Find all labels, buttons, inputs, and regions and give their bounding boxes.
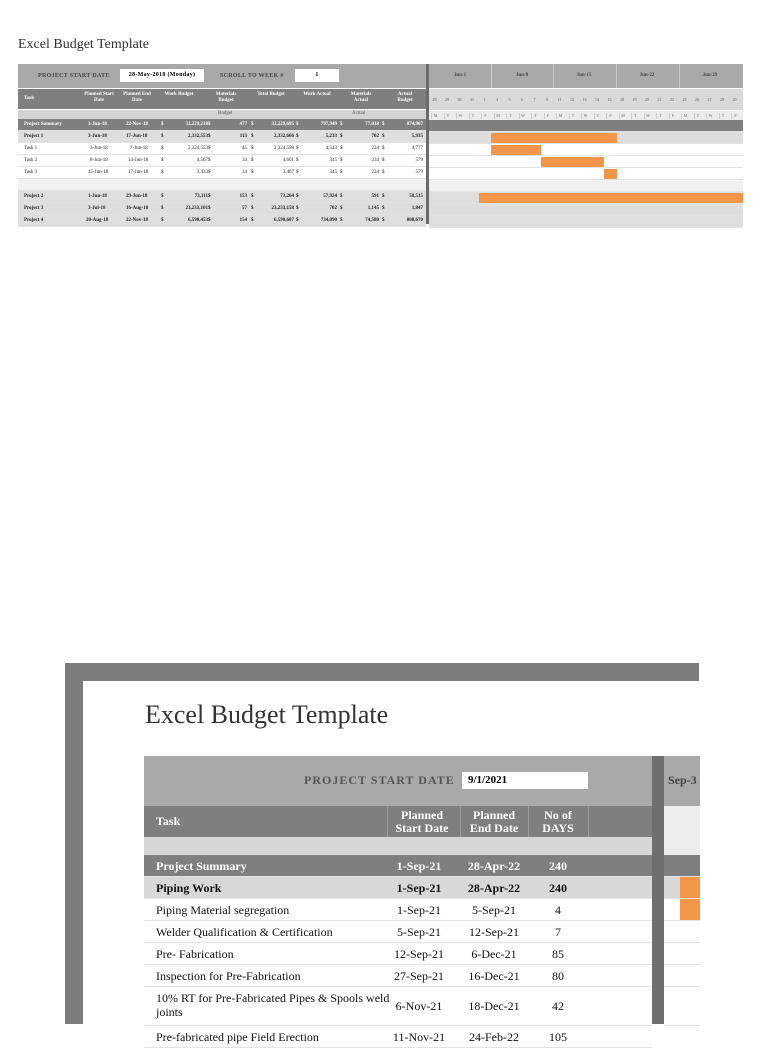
- week-label: Sep-3: [668, 773, 697, 787]
- project-start-input[interactable]: 9/1/2021: [462, 772, 588, 789]
- table-row: [144, 965, 652, 987]
- currency-symbol: $: [340, 206, 343, 211]
- table-row: [18, 143, 426, 155]
- day-of-week: W: [519, 113, 527, 119]
- materials-actual: 1,145: [367, 206, 379, 211]
- gantt-chart: [429, 64, 743, 228]
- actual-budget: 58,515: [409, 194, 423, 199]
- materials-budget: 154: [239, 218, 247, 223]
- day-of-week: T: [694, 113, 702, 119]
- day-of-week: W: [581, 113, 589, 119]
- week-label: Jun-1: [453, 73, 467, 78]
- day-of-week: M: [556, 113, 564, 119]
- day-of-week: F: [669, 113, 677, 119]
- planned-start: 11-Nov-21: [392, 1030, 446, 1044]
- task-name: 10% RT for Pre-Fabricated Pipes & Spools weld joints: [156, 991, 390, 1019]
- table-row: [18, 191, 426, 203]
- day-of-week: T: [594, 113, 602, 119]
- currency-symbol: $: [161, 158, 164, 163]
- project-start-label: PROJECT START DATE: [304, 773, 455, 787]
- table-row: [18, 131, 426, 143]
- gantt-row: [429, 144, 743, 156]
- currency-symbol: $: [251, 170, 254, 175]
- planned-start: 8-Jun-18: [90, 158, 108, 163]
- currency-symbol: $: [296, 122, 299, 127]
- materials-actual: 77,018: [365, 122, 379, 127]
- currency-symbol: $: [296, 170, 299, 175]
- header-planned-start: Planned Start Date: [84, 92, 114, 103]
- work-actual: 5,233: [325, 134, 337, 139]
- day-of-week: W: [706, 113, 714, 119]
- header-materials-budget: Materials Budget: [215, 92, 237, 103]
- day-number: 31: [470, 97, 474, 102]
- actual-budget: 808,670: [406, 218, 423, 223]
- planned-end: 17-Jun-18: [128, 170, 149, 175]
- materials-budget: 34: [242, 158, 247, 163]
- subheader-budget: Budget: [218, 111, 233, 116]
- planned-end: 22-Nov-18: [126, 122, 148, 127]
- planned-start: 1-Sep-21: [396, 881, 442, 895]
- currency-symbol: $: [208, 122, 211, 127]
- currency-symbol: $: [296, 146, 299, 151]
- task-name: Piping Material segregation: [156, 903, 290, 917]
- no-of-days: 42: [552, 999, 564, 1013]
- planned-start: 1-Jun-18: [88, 122, 107, 127]
- day-number: 15: [607, 97, 612, 102]
- gantt-bar: [491, 145, 541, 155]
- work-actual: 4,543: [325, 146, 337, 151]
- task-name: Pre-fabricated pipe Field Erection: [156, 1030, 319, 1044]
- day-number: 25: [682, 97, 687, 102]
- total-budget: 2,324,598: [274, 146, 294, 151]
- task-name: Inspection for Pre-Fabrication: [156, 969, 301, 983]
- currency-symbol: $: [296, 134, 299, 139]
- currency-symbol: $: [161, 194, 164, 199]
- gantt-row: [429, 204, 743, 216]
- table-row: [144, 899, 652, 921]
- table-row: [144, 855, 652, 877]
- day-number: 26: [695, 97, 699, 102]
- header-no-of-days: No of DAYS: [542, 808, 574, 835]
- gantt-day-of-week: [429, 111, 743, 120]
- day-number: 18: [620, 97, 624, 102]
- day-of-week: F: [544, 113, 552, 119]
- materials-actual: 234: [371, 170, 379, 175]
- materials-actual: 702: [371, 134, 379, 139]
- total-budget: 3,467: [282, 170, 294, 175]
- table-row: [18, 167, 426, 179]
- task-name: Project 4: [24, 218, 44, 223]
- planned-end: 16-Dec-21: [468, 969, 520, 983]
- day-number: 28: [720, 97, 724, 102]
- day-number: 21: [657, 97, 662, 102]
- currency-symbol: $: [340, 194, 343, 199]
- day-of-week: M: [494, 113, 502, 119]
- work-budget: 23,233,101: [185, 206, 208, 211]
- header-task: Task: [156, 814, 181, 828]
- total-budget: 73,264: [280, 194, 294, 199]
- column-headers: [144, 806, 652, 837]
- week-label: Jun-15: [576, 73, 592, 78]
- planned-start: 3-Jun-18: [90, 146, 108, 151]
- task-name: Project Summary: [156, 859, 247, 873]
- frame-left: [65, 663, 83, 1024]
- total-budget: 23,233,158: [271, 206, 294, 211]
- header-work-budget: Work Budget: [164, 92, 194, 97]
- table-row: [144, 987, 652, 1026]
- planned-end: 28-Apr-22: [467, 859, 521, 873]
- planned-start: 15-Jun-18: [88, 170, 109, 175]
- currency-symbol: $: [251, 158, 254, 163]
- materials-budget: 34: [242, 170, 247, 175]
- total-budget: 6,590,607: [274, 218, 294, 223]
- planned-start: 5-Sep-21: [397, 925, 441, 939]
- currency-symbol: $: [251, 194, 254, 199]
- currency-symbol: $: [208, 206, 211, 211]
- day-number: 14: [595, 97, 599, 102]
- day-number: 20: [645, 97, 649, 102]
- planned-end: 7-Jun-18: [130, 146, 148, 151]
- no-of-days: 85: [552, 947, 564, 961]
- gantt-row: [664, 877, 700, 899]
- materials-actual: 74,580: [365, 218, 379, 223]
- task-name: Project 2: [24, 194, 44, 199]
- currency-symbol: $: [161, 170, 164, 175]
- day-of-week: M: [681, 113, 689, 119]
- week-label: Jun-22: [639, 73, 655, 78]
- week-label: Jun-8: [515, 73, 529, 78]
- materials-budget: 477: [239, 122, 247, 127]
- day-number: 8: [546, 97, 548, 102]
- table-row: [144, 1026, 652, 1048]
- work-budget: 6,590,453: [188, 218, 208, 223]
- no-of-days: 7: [555, 925, 561, 939]
- work-actual: 702: [329, 206, 337, 211]
- gantt-bar: [491, 133, 617, 143]
- currency-symbol: $: [161, 134, 164, 139]
- actual-budget: 874,967: [406, 122, 423, 127]
- currency-symbol: $: [161, 218, 164, 223]
- planned-start: 1-Jun-18: [88, 194, 107, 199]
- day-number: 30: [457, 97, 462, 102]
- materials-budget: 45: [242, 146, 247, 151]
- day-number: 4: [496, 97, 498, 102]
- project-start-label: PROJECT START DATE: [38, 73, 110, 79]
- work-budget: 73,111: [194, 194, 208, 199]
- work-actual: 797,949: [320, 122, 337, 127]
- day-number: 29: [732, 97, 737, 102]
- gantt-row: [664, 987, 700, 1026]
- task-name: Task 1: [24, 146, 38, 151]
- planned-start: 20-Aug-18: [86, 218, 109, 223]
- table-row: [144, 943, 652, 965]
- column-headers: [18, 89, 426, 109]
- day-of-week: T: [569, 113, 577, 119]
- gantt-row: [429, 192, 743, 204]
- currency-symbol: $: [382, 134, 385, 139]
- planned-start: 1-Sep-21: [396, 859, 442, 873]
- task-name: Piping Work: [156, 881, 222, 895]
- day-number: 28: [432, 97, 437, 102]
- subheader-actual: Actual: [352, 111, 366, 116]
- currency-symbol: $: [208, 170, 211, 175]
- gantt-row: [429, 120, 743, 132]
- materials-actual: 234: [371, 158, 379, 163]
- work-actual: 345: [329, 170, 337, 175]
- gantt-bar: [479, 193, 743, 203]
- currency-symbol: $: [382, 206, 385, 211]
- actual-budget: 4,777: [411, 146, 423, 151]
- task-name: Project 3: [24, 206, 44, 211]
- header-planned-end: Planned End Date: [469, 808, 519, 835]
- planned-end: 6-Dec-21: [471, 947, 517, 961]
- table-row: [18, 119, 426, 131]
- day-number: 13: [582, 97, 587, 102]
- no-of-days: 105: [549, 1030, 567, 1044]
- total-budget: 4,601: [282, 158, 294, 163]
- materials-actual: 591: [371, 194, 379, 199]
- currency-symbol: $: [208, 218, 211, 223]
- page-title: Excel Budget Template: [18, 37, 149, 52]
- task-table-large: [144, 756, 652, 1048]
- project-start-input[interactable]: 28-May-2018 (Monday): [120, 69, 204, 82]
- gantt-bar: [541, 157, 604, 167]
- divider: [652, 756, 664, 1024]
- table-row: [18, 203, 426, 215]
- currency-symbol: $: [340, 218, 343, 223]
- day-of-week: T: [531, 113, 539, 119]
- day-of-week: M: [619, 113, 627, 119]
- day-number: 12: [570, 97, 574, 102]
- week-label: Jun-29: [702, 73, 718, 78]
- no-of-days: 240: [549, 859, 567, 873]
- planned-start: 27-Sep-21: [394, 969, 444, 983]
- planned-end: 29-Jun-18: [126, 194, 148, 199]
- currency-symbol: $: [161, 122, 164, 127]
- currency-symbol: $: [251, 134, 254, 139]
- no-of-days: 240: [549, 881, 567, 895]
- gantt-row: [429, 132, 743, 144]
- day-of-week: W: [456, 113, 464, 119]
- planned-end: 17-Jun-18: [126, 134, 148, 139]
- actual-budget: 1,847: [411, 206, 423, 211]
- gantt-row: [664, 921, 700, 943]
- currency-symbol: $: [340, 170, 343, 175]
- task-name: Project 1: [24, 134, 44, 139]
- spacer-row: [18, 179, 426, 191]
- gantt-bar: [604, 169, 617, 179]
- currency-symbol: $: [340, 122, 343, 127]
- no-of-days: 80: [552, 969, 564, 983]
- column-subheaders: [18, 110, 426, 119]
- project-start-bar: [18, 64, 426, 88]
- gantt-week-header: [429, 64, 743, 88]
- planned-start: 6-Nov-21: [395, 999, 443, 1013]
- day-of-week: F: [731, 113, 739, 119]
- planned-start: 12-Sep-21: [394, 947, 444, 961]
- currency-symbol: $: [382, 218, 385, 223]
- gantt-day-numbers: [429, 89, 743, 110]
- gantt-row: [664, 943, 700, 965]
- planned-start: 1-Sep-21: [397, 903, 441, 917]
- header-work-actual: Work Actual: [303, 92, 331, 97]
- currency-symbol: $: [296, 206, 299, 211]
- currency-symbol: $: [382, 158, 385, 163]
- table-row: [18, 215, 426, 227]
- day-number: 7: [533, 97, 536, 102]
- planned-end: 24-Feb-22: [469, 1030, 519, 1044]
- planned-end: 5-Sep-21: [472, 903, 516, 917]
- gantt-row: [429, 216, 743, 228]
- actual-budget: 5,935: [411, 134, 423, 139]
- work-budget: 3,433: [196, 170, 208, 175]
- gantt-chart-large: [664, 756, 700, 1024]
- currency-symbol: $: [251, 218, 254, 223]
- day-of-week: F: [606, 113, 614, 119]
- currency-symbol: $: [296, 158, 299, 163]
- day-number: 1: [483, 97, 486, 102]
- budget-sheet-small: [18, 64, 743, 224]
- day-number: 6: [521, 97, 523, 102]
- work-actual: 57,924: [323, 194, 337, 199]
- work-actual: 734,090: [320, 218, 337, 223]
- table-row: [18, 155, 426, 167]
- day-of-week: T: [656, 113, 664, 119]
- work-budget: 32,229,218: [185, 122, 208, 127]
- gantt-bar: [680, 877, 700, 898]
- gantt-row: [429, 180, 743, 192]
- gantt-row: [429, 168, 743, 180]
- currency-symbol: $: [296, 194, 299, 199]
- task-name: Project Summary: [24, 122, 62, 127]
- planned-end: 16-Aug-18: [126, 206, 149, 211]
- total-budget: 32,229,695: [271, 122, 294, 127]
- day-number: 5: [508, 97, 511, 102]
- currency-symbol: $: [208, 158, 211, 163]
- currency-symbol: $: [340, 158, 343, 163]
- currency-symbol: $: [340, 146, 343, 151]
- planned-end: 22-Nov-18: [126, 218, 148, 223]
- planned-end: 12-Sep-21: [469, 925, 519, 939]
- table-row: [144, 921, 652, 943]
- no-of-days: 4: [555, 903, 561, 917]
- header-actual-budget: Actual Budget: [397, 92, 413, 103]
- page-title-large: Excel Budget Template: [145, 700, 389, 729]
- day-of-week: T: [631, 113, 639, 119]
- materials-budget: 57: [242, 206, 247, 211]
- scroll-week-label: SCROLL TO WEEK #: [220, 73, 284, 79]
- header-materials-actual: Materials Actual: [350, 92, 372, 103]
- work-budget: 2,332,553: [188, 134, 208, 139]
- scroll-week-input[interactable]: 1: [295, 69, 339, 82]
- materials-budget: 113: [239, 134, 247, 139]
- actual-budget: 579: [415, 170, 423, 175]
- day-of-week: F: [481, 113, 489, 119]
- day-of-week: T: [444, 113, 452, 119]
- planned-end: 14-Jun-18: [128, 158, 149, 163]
- table-row: [144, 877, 652, 899]
- header-total-budget: Total Budget: [257, 92, 285, 97]
- currency-symbol: $: [382, 170, 385, 175]
- planned-start: 3-Jun-18: [88, 134, 107, 139]
- gantt-row: [664, 855, 700, 877]
- currency-symbol: $: [382, 146, 385, 151]
- day-number: 29: [445, 97, 449, 102]
- spacer-row: [144, 837, 652, 855]
- gantt-bar: [680, 899, 700, 920]
- gantt-row: [429, 156, 743, 168]
- currency-symbol: $: [251, 122, 254, 127]
- day-of-week: M: [431, 113, 439, 119]
- currency-symbol: $: [251, 146, 254, 151]
- task-name: Pre- Fabrication: [156, 947, 234, 961]
- frame-top: [65, 663, 699, 681]
- currency-symbol: $: [208, 134, 211, 139]
- header-task: Task: [24, 96, 35, 101]
- currency-symbol: $: [251, 206, 254, 211]
- materials-budget: 153: [239, 194, 247, 199]
- planned-end: 28-Apr-22: [467, 881, 521, 895]
- materials-actual: 234: [371, 146, 379, 151]
- day-of-week: T: [719, 113, 727, 119]
- gantt-day-header: [664, 806, 700, 855]
- currency-symbol: $: [161, 146, 164, 151]
- currency-symbol: $: [208, 194, 211, 199]
- currency-symbol: $: [382, 194, 385, 199]
- currency-symbol: $: [340, 134, 343, 139]
- planned-start: 3-Jul-18: [88, 206, 106, 211]
- task-name: Task 3: [24, 170, 38, 175]
- task-name: Welder Qualification & Certification: [156, 925, 333, 939]
- currency-symbol: $: [161, 206, 164, 211]
- work-actual: 345: [329, 158, 337, 163]
- task-table: [18, 64, 426, 227]
- task-name: Task 2: [24, 158, 38, 163]
- planned-end: 18-Dec-21: [468, 999, 520, 1013]
- day-of-week: W: [644, 113, 652, 119]
- header-planned-start: Planned Start Date: [395, 808, 449, 835]
- actual-budget: 579: [415, 158, 423, 163]
- work-budget: 2,324,553: [188, 146, 208, 151]
- currency-symbol: $: [208, 146, 211, 151]
- currency-symbol: $: [382, 122, 385, 127]
- day-of-week: T: [506, 113, 514, 119]
- total-budget: 2,332,666: [274, 134, 294, 139]
- gantt-row: [664, 899, 700, 921]
- gantt-row: [664, 965, 700, 987]
- gantt-week-header: [664, 756, 700, 806]
- day-number: 22: [670, 97, 674, 102]
- day-number: 19: [632, 97, 637, 102]
- day-of-week: T: [469, 113, 477, 119]
- day-number: 11: [557, 97, 562, 102]
- currency-symbol: $: [296, 218, 299, 223]
- work-budget: 4,567: [196, 158, 208, 163]
- day-number: 27: [707, 97, 712, 102]
- project-start-bar: [144, 756, 652, 806]
- header-planned-end: Planned End Date: [123, 92, 151, 103]
